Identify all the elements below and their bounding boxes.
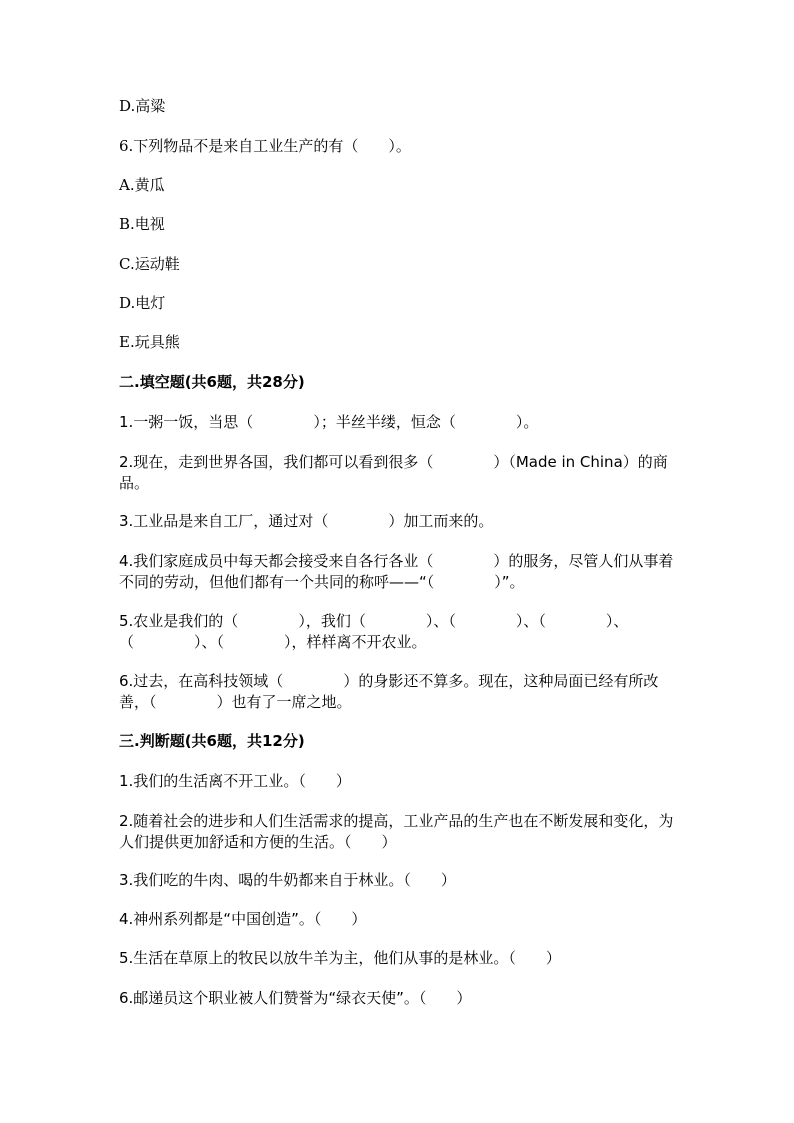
judge-question-4: 4.神州系列都是“中国创造”。（ ） (119, 910, 367, 928)
option-c: C.运动鞋 (119, 255, 180, 273)
question-6-industrial: 6.下列物品不是来自工业生产的有（ ）。 (119, 137, 411, 155)
judge-question-2: 2.随着社会的进步和人们生活需求的提高，工业产品的生产也在不断发展和变化，为人们提供更加舒适和方便的生活。（ ） (119, 812, 674, 851)
option-e: E.玩具熊 (119, 333, 180, 351)
option-a: A.黄瓜 (119, 176, 165, 194)
fill-question-5: 5.农业是我们的（ ），我们（ ）、（ ）、（ ）、（ ）、（ ），样样离不开农业。 (119, 612, 629, 651)
judge-question-5: 5.生活在草原上的牧民以放牛羊为主，他们从事的是林业。（ ） (119, 949, 561, 967)
judge-question-6: 6.邮递员这个职业被人们赞誉为“绿衣天使”。（ ） (119, 989, 472, 1007)
section-fill-blank-heading: 二.填空题(共6题，共28分) (119, 373, 305, 391)
judge-question-3: 3.我们吃的牛肉、喝的牛奶都来自于林业。（ ） (119, 871, 456, 889)
judge-question-1: 1.我们的生活离不开工业。（ ） (119, 772, 351, 790)
fill-question-3: 3.工业品是来自工厂，通过对（ ）加工而来的。 (119, 512, 494, 530)
option-d: D.电灯 (119, 294, 166, 312)
fill-question-2: 2.现在，走到世界各国，我们都可以看到很多（ ）（Made in China）的商品。 (119, 453, 668, 492)
fill-question-4: 4.我们家庭成员中每天都会接受来自各行各业（ ）的服务，尽管人们从事着不同的劳动，但他们都有一个共同的称呼——“（ ）”。 (119, 552, 674, 591)
fill-question-1: 1.一粥一饭，当思（ ）；半丝半缕，恒念（ ）。 (119, 413, 539, 431)
section-true-false-heading: 三.判断题(共6题，共12分) (119, 732, 305, 750)
fill-question-6: 6.过去，在高科技领域（ ）的身影还不算多。现在，这种局面已经有所改善，（ ）也有了一席之地。 (119, 672, 659, 711)
option-d-sorghum: D.高粱 (119, 97, 166, 115)
option-b: B.电视 (119, 215, 165, 233)
